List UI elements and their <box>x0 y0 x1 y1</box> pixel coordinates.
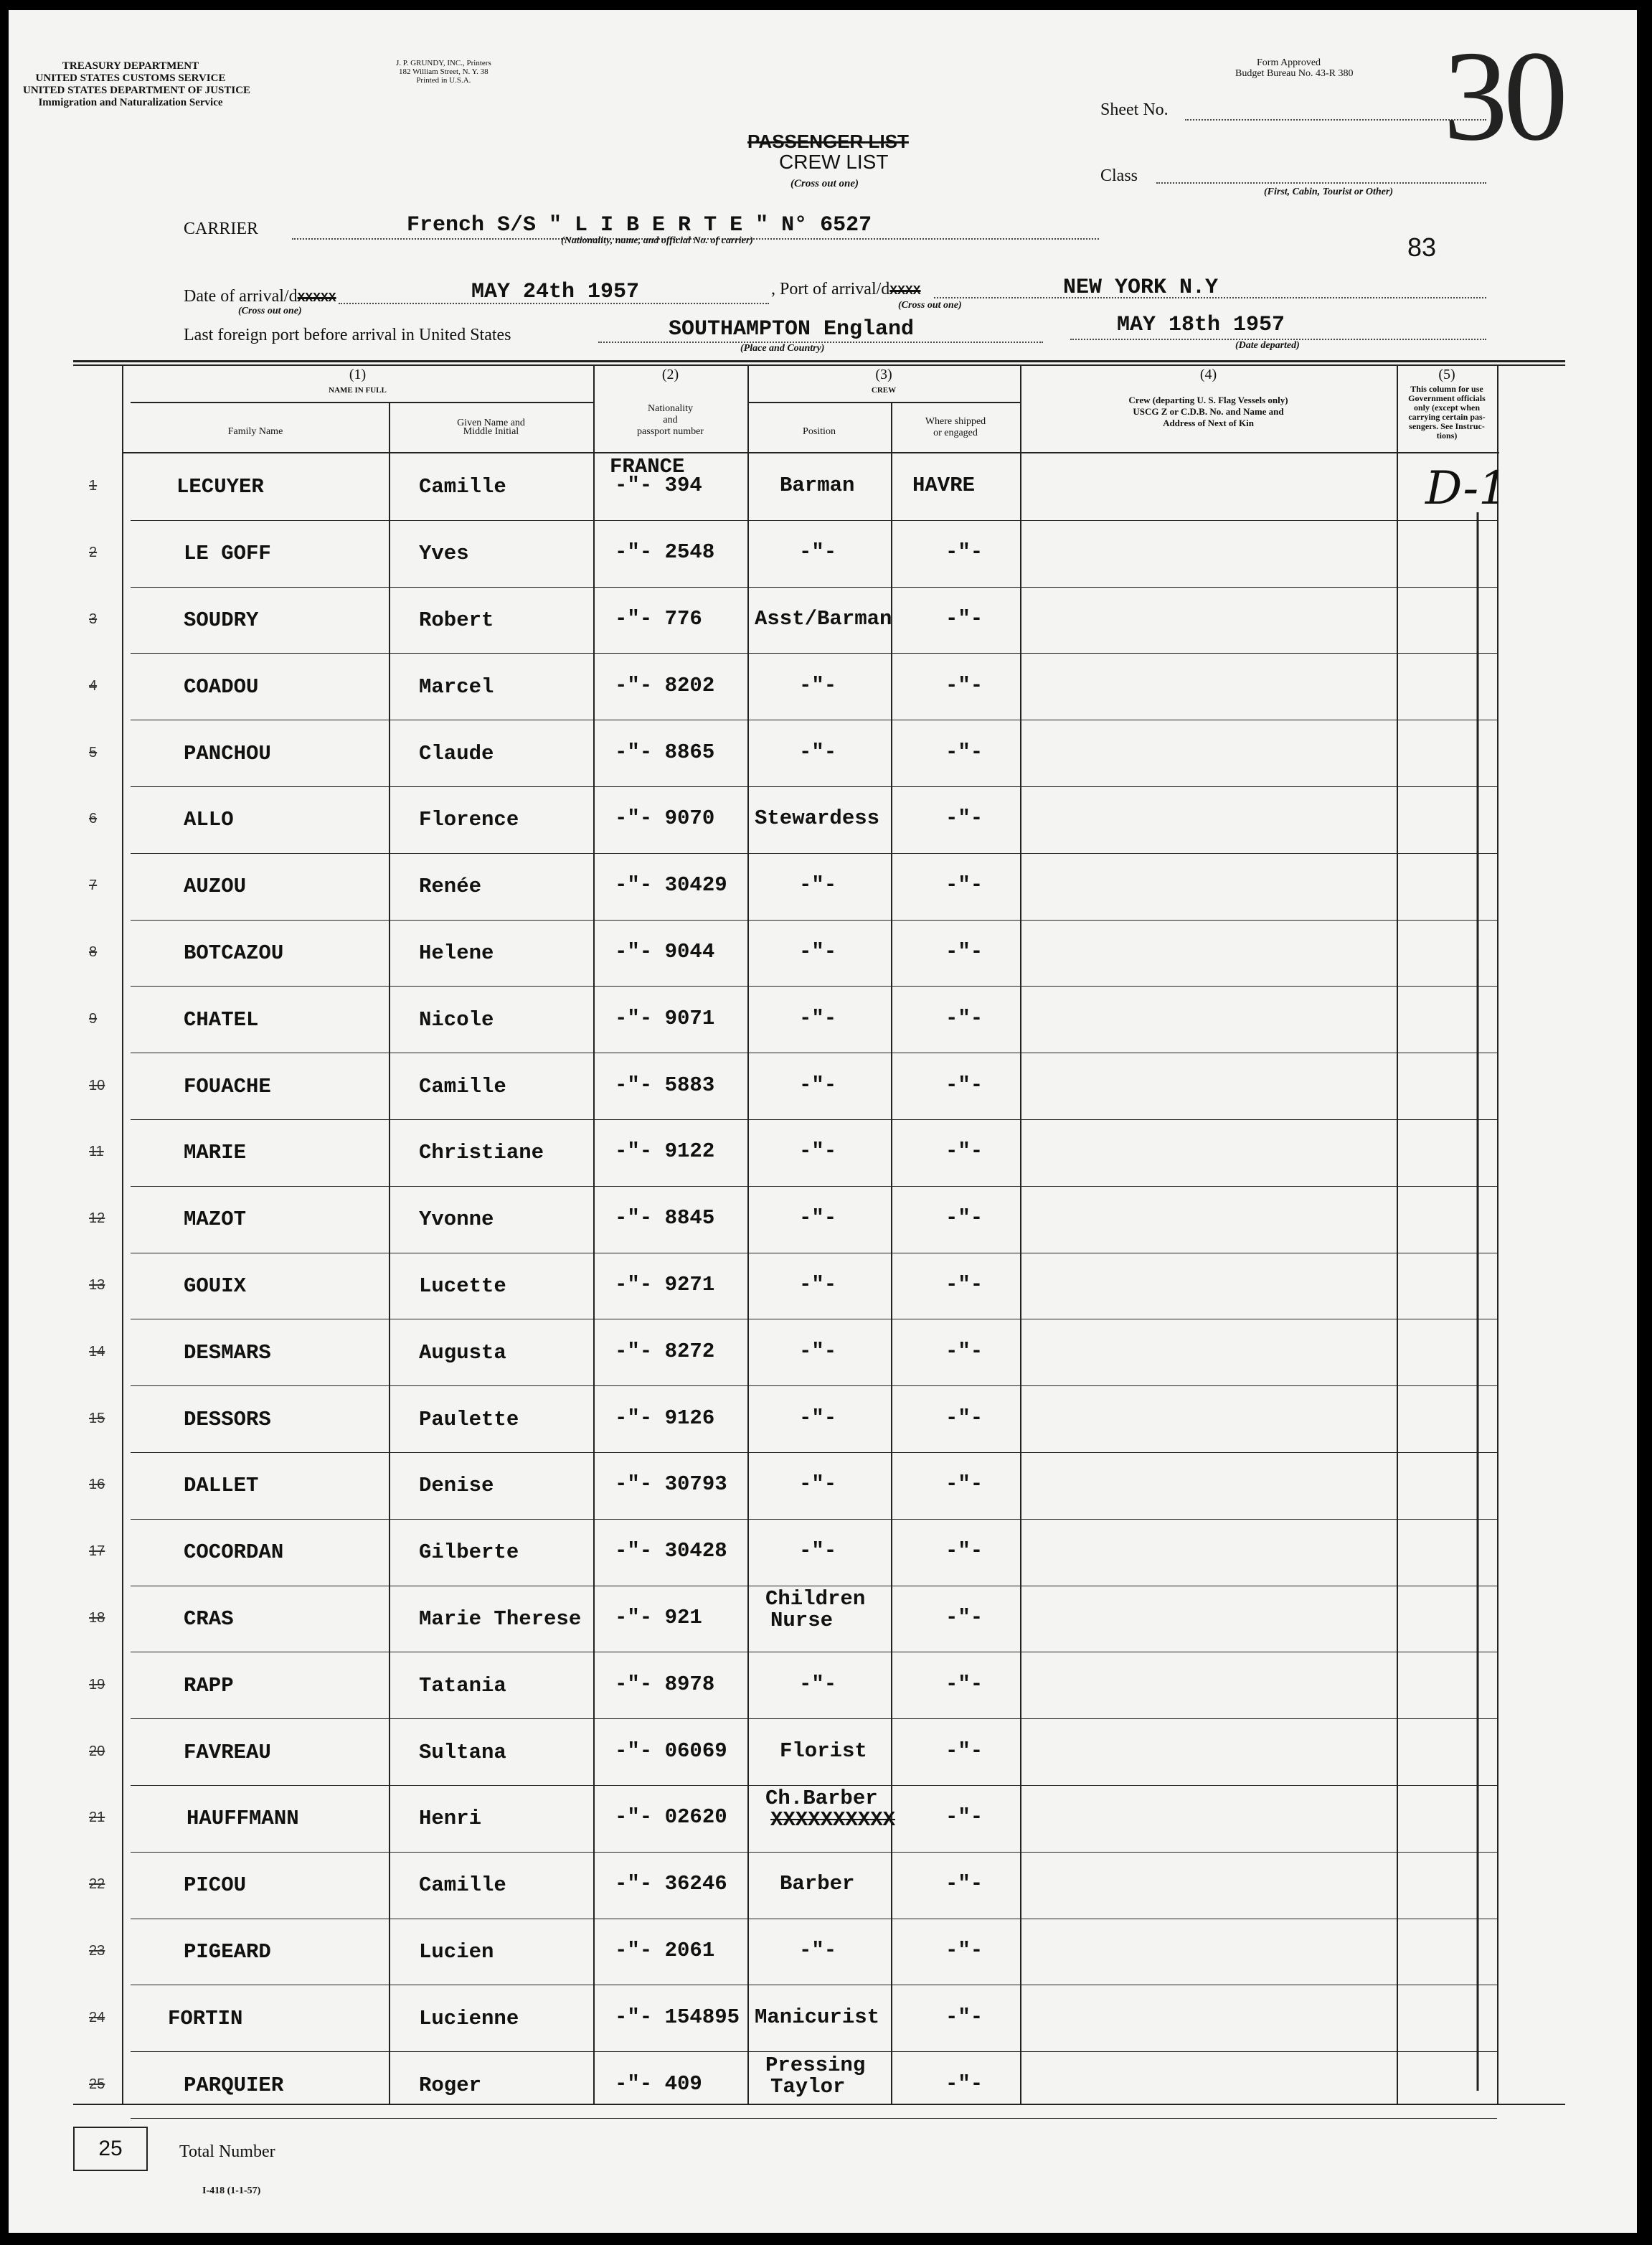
class-label: Class <box>1100 166 1138 185</box>
passport-number: -"- 8202 <box>615 673 715 697</box>
family-name: DESMARS <box>184 1340 271 1365</box>
passport-number: -"- 06069 <box>615 1738 727 1763</box>
row-divider <box>131 2118 1497 2119</box>
last-port-date-note: (Date departed) <box>1235 340 1300 351</box>
row-divider <box>131 1186 1497 1187</box>
col1-title: NAME IN FULL <box>329 386 387 395</box>
carrier-value: French S/S " L I B E R T E " N° 6527 <box>407 213 872 237</box>
where-shipped: -"- <box>945 1805 983 1830</box>
given-name: Camille <box>419 1873 506 1898</box>
agency-line: UNITED STATES CUSTOMS SERVICE <box>35 72 226 84</box>
family-name: PARQUIER <box>184 2073 284 2097</box>
passport-number: -"- 921 <box>615 1606 702 1629</box>
position: -"- <box>799 1406 837 1430</box>
where-shipped: -"- <box>945 1872 983 1896</box>
nationality: FRANCE <box>610 455 685 479</box>
where-shipped: -"- <box>945 607 983 631</box>
position: -"- <box>799 1073 837 1097</box>
position: Children <box>765 1587 866 1611</box>
where-shipped: -"- <box>945 1672 983 1696</box>
where-shipped: -"- <box>945 2071 983 2096</box>
family-name: MAZOT <box>184 1208 247 1232</box>
family-name: PICOU <box>184 1873 247 1898</box>
given-name: Nicole <box>419 1007 494 1032</box>
given-name: Denise <box>419 1474 494 1498</box>
position: Pressing <box>765 2053 866 2077</box>
date-of-arrival-value: MAY 24th 1957 <box>471 280 640 304</box>
family-name: DALLET <box>184 1474 259 1498</box>
given-name: Helene <box>419 941 494 965</box>
where-shipped: -"- <box>945 1273 983 1296</box>
row-number: 9 <box>89 1010 98 1027</box>
where-shipped: -"- <box>945 1139 983 1164</box>
position-line2: Taylor <box>770 2074 846 2099</box>
title-note: (Cross out one) <box>790 178 859 189</box>
row-number: 20 <box>89 1743 105 1759</box>
col3-number: (3) <box>875 367 892 382</box>
position-line2: XXXXXXXXXX <box>770 1808 896 1832</box>
given-name: Yves <box>419 542 469 566</box>
row-number: 12 <box>89 1210 105 1227</box>
given-name: Marie Therese <box>419 1607 582 1631</box>
family-name: FAVREAU <box>184 1740 271 1764</box>
class-note: (First, Cabin, Tourist or Other) <box>1264 187 1393 197</box>
row-number: 5 <box>89 744 98 761</box>
position: -"- <box>799 1206 837 1230</box>
family-name: DESSORS <box>184 1407 271 1431</box>
crew-list-sheet <box>9 10 1637 2233</box>
given-name: Tatania <box>419 1673 506 1698</box>
row-number: 2 <box>89 545 98 561</box>
sheet-label: Sheet No. <box>1100 100 1169 119</box>
where-shipped: -"- <box>945 940 983 964</box>
row-number: 23 <box>89 1943 105 1959</box>
port-note: (Cross out one) <box>898 300 962 311</box>
position: -"- <box>799 1539 837 1563</box>
agency-line: UNITED STATES DEPARTMENT OF JUSTICE <box>23 85 251 96</box>
position: -"- <box>799 1472 837 1497</box>
where-shipped: -"- <box>945 1006 983 1030</box>
row-number: 25 <box>89 2076 105 2092</box>
total-label: Total Number <box>179 2142 275 2161</box>
where-shipped: -"- <box>945 673 983 697</box>
row-number: 7 <box>89 877 98 894</box>
given-name: Lucienne <box>419 2006 519 2030</box>
col3-position-header: Position <box>803 426 836 437</box>
col1-family-header: Family Name <box>227 426 283 437</box>
total-box <box>73 2127 148 2171</box>
col2-number: (2) <box>661 367 679 382</box>
passport-number: -"- 8845 <box>615 1206 715 1230</box>
family-name: FOUACHE <box>184 1074 271 1098</box>
passport-number: -"- 394 <box>615 474 702 498</box>
position: -"- <box>799 1273 837 1296</box>
where-shipped: -"- <box>945 1539 983 1563</box>
family-name: LECUYER <box>176 475 264 499</box>
row-divider <box>131 1718 1497 1719</box>
last-port-label: Last foreign port before arrival in United States <box>184 326 511 344</box>
last-port-value: SOUTHAMPTON England <box>669 317 915 342</box>
port-of-arrival-label: , Port of arrival/dXXXX <box>771 280 921 298</box>
row-number: 13 <box>89 1277 105 1293</box>
total-value: 25 <box>98 2137 123 2160</box>
family-name: MARIE <box>184 1141 247 1165</box>
passport-number: -"- 9044 <box>615 940 715 964</box>
port-of-arrival-value: NEW YORK N.Y <box>1063 276 1219 300</box>
given-name: Roger <box>419 2073 482 2097</box>
position-line2: Nurse <box>770 1609 834 1632</box>
row-number: 16 <box>89 1477 105 1493</box>
given-name: Paulette <box>419 1407 519 1431</box>
row-divider <box>131 1385 1497 1386</box>
position: Barber <box>780 1872 855 1896</box>
given-name: Renée <box>419 875 482 899</box>
where-shipped: -"- <box>945 1339 983 1363</box>
printer-block <box>396 59 491 85</box>
position: Manicurist <box>755 2005 880 2029</box>
given-name: Camille <box>419 1074 506 1098</box>
where-shipped: -"- <box>945 740 983 764</box>
carrier-note: (Nationality, name, and official No. of carrier) <box>561 235 753 246</box>
row-divider <box>131 1119 1497 1120</box>
given-name: Gilberte <box>419 1540 519 1565</box>
form-approved-line: Budget Bureau No. 43-R 380 <box>1235 68 1354 79</box>
given-name: Augusta <box>419 1340 506 1365</box>
row-number: 6 <box>89 811 98 827</box>
passport-number: -"- 8272 <box>615 1339 715 1363</box>
passport-number: -"- 02620 <box>615 1805 727 1830</box>
passport-number: -"- 9122 <box>615 1139 715 1164</box>
where-shipped: -"- <box>945 1406 983 1430</box>
carrier-label: CARRIER <box>184 220 259 238</box>
position: -"- <box>799 740 837 764</box>
row-number: 15 <box>89 1410 105 1426</box>
position: -"- <box>799 1939 837 1962</box>
passport-number: -"- 154895 <box>615 2005 740 2029</box>
col1-given-header: Given Name and Middle Initial <box>457 418 525 437</box>
position: Asst/Barman <box>755 607 892 631</box>
given-name: Florence <box>419 808 519 832</box>
where-shipped: -"- <box>945 806 983 831</box>
where-shipped: -"- <box>945 1939 983 1962</box>
passport-number: -"- 9071 <box>615 1006 715 1030</box>
row-divider <box>131 1519 1497 1520</box>
where-shipped: -"- <box>945 540 983 565</box>
where-shipped: -"- <box>945 1738 983 1763</box>
position: -"- <box>799 1006 837 1030</box>
sheet-number: 30 <box>1443 24 1564 167</box>
printer-line: Printed in U.S.A. <box>416 76 471 85</box>
date-of-arrival-label: Date of arrival/dXXXXX <box>184 287 336 306</box>
passport-number: -"- 9271 <box>615 1273 715 1296</box>
last-port-note: (Place and Country) <box>740 343 825 354</box>
family-name: SOUDRY <box>184 608 259 632</box>
family-name: GOUIX <box>184 1274 247 1298</box>
family-name: AUZOU <box>184 875 247 899</box>
passport-number: -"- 2061 <box>615 1939 715 1962</box>
passport-number: -"- 5883 <box>615 1073 715 1097</box>
position: Ch.Barber <box>765 1787 878 1811</box>
row-number: 24 <box>89 2009 105 2025</box>
row-number: 8 <box>89 944 98 960</box>
col3-title: CREW <box>871 386 897 395</box>
passport-number: -"- 36246 <box>615 1872 727 1896</box>
col5-header: This column for use Government officials only (except when carrying certain pas- sengers. See Instruc- tions) <box>1408 384 1486 441</box>
family-name: COCORDAN <box>184 1540 284 1565</box>
where-shipped: -"- <box>945 1073 983 1097</box>
position: -"- <box>799 1339 837 1363</box>
where-shipped: -"- <box>945 2005 983 2029</box>
given-name: Camille <box>419 475 506 499</box>
row-divider <box>131 1852 1497 1853</box>
where-shipped: -"- <box>945 873 983 898</box>
form-approved <box>1235 57 1353 79</box>
side-number: 83 <box>1407 232 1437 262</box>
row-divider <box>131 853 1497 854</box>
row-divider <box>131 520 1497 521</box>
printer-line: J. P. GRUNDY, INC., Printers <box>396 59 491 67</box>
col3-where-header: Where shipped or engaged <box>925 416 986 438</box>
given-name: Robert <box>419 608 494 632</box>
col2-header: Nationality and passport number <box>637 403 704 437</box>
printer-line: 182 William Street, N. Y. 38 <box>399 67 488 76</box>
given-name: Marcel <box>419 674 494 699</box>
position: -"- <box>799 1672 837 1696</box>
agency-line: Immigration and Naturalization Service <box>38 97 223 108</box>
family-name: HAUFFMANN <box>187 1807 299 1831</box>
col5-number: (5) <box>1438 367 1455 382</box>
row-number: 4 <box>89 677 98 694</box>
row-number: 14 <box>89 1343 105 1360</box>
title-main: CREW LIST <box>779 151 889 173</box>
form-approved-line: Form Approved <box>1257 57 1321 68</box>
family-name: PANCHOU <box>184 741 271 766</box>
row-divider <box>131 1785 1497 1786</box>
given-name: Claude <box>419 741 494 766</box>
family-name: ALLO <box>184 808 234 832</box>
row-number: 17 <box>89 1543 105 1560</box>
passport-number: -"- 9126 <box>615 1406 715 1430</box>
position: Barman <box>780 474 855 498</box>
where-shipped: -"- <box>945 1606 983 1629</box>
where-shipped: -"- <box>945 1206 983 1230</box>
row-number: 21 <box>89 1809 105 1826</box>
row-divider <box>131 920 1497 921</box>
row-number: 19 <box>89 1676 105 1693</box>
agency-line: TREASURY DEPARTMENT <box>62 60 199 72</box>
family-name: BOTCAZOU <box>184 941 284 965</box>
row-divider <box>131 1452 1497 1453</box>
family-name: CRAS <box>184 1607 234 1631</box>
row-divider <box>131 587 1497 588</box>
family-name: CHATEL <box>184 1007 259 1032</box>
passport-number: -"- 2548 <box>615 540 715 565</box>
agency-block <box>23 60 251 109</box>
passport-number: -"- 8978 <box>615 1672 715 1696</box>
position: Florist <box>780 1738 867 1763</box>
row-divider <box>131 653 1497 654</box>
official-mark: D-1 <box>1425 462 1508 515</box>
family-name: COADOU <box>184 674 259 699</box>
passport-number: -"- 776 <box>615 607 702 631</box>
official-bracket-line <box>1472 512 1501 2105</box>
row-divider <box>131 786 1497 787</box>
given-name: Lucette <box>419 1274 506 1298</box>
passport-number: -"- 30428 <box>615 1539 727 1563</box>
col1-number: (1) <box>349 367 367 382</box>
row-divider <box>131 2051 1497 2052</box>
position: -"- <box>799 1139 837 1164</box>
row-number: 1 <box>89 478 98 494</box>
family-name: FORTIN <box>168 2006 243 2030</box>
position: -"- <box>799 940 837 964</box>
row-number: 11 <box>89 1144 104 1160</box>
where-shipped: HAVRE <box>912 474 976 498</box>
passport-number: -"- 8865 <box>615 740 715 764</box>
given-name: Sultana <box>419 1740 506 1764</box>
col4-number: (4) <box>1199 367 1217 382</box>
row-number: 3 <box>89 611 98 627</box>
position: -"- <box>799 540 837 565</box>
given-name: Henri <box>419 1807 482 1831</box>
passport-number: -"- 30793 <box>615 1472 727 1497</box>
family-name: PIGEARD <box>184 1940 271 1964</box>
row-divider <box>131 986 1497 987</box>
passport-number: -"- 9070 <box>615 806 715 831</box>
passport-number: -"- 409 <box>615 2071 702 2096</box>
row-number: 22 <box>89 1876 105 1893</box>
position: Stewardess <box>755 806 880 831</box>
given-name: Christiane <box>419 1141 544 1165</box>
title-struck: PASSENGER LIST <box>747 131 909 152</box>
date-note: (Cross out one) <box>238 306 302 316</box>
form-number: I-418 (1-1-57) <box>202 2185 261 2196</box>
given-name: Lucien <box>419 1940 494 1964</box>
position: -"- <box>799 673 837 697</box>
passport-number: -"- 30429 <box>615 873 727 898</box>
row-number: 10 <box>89 1077 105 1093</box>
family-name: LE GOFF <box>184 542 271 566</box>
where-shipped: -"- <box>945 1472 983 1497</box>
col4-header: Crew (departing U. S. Flag Vessels only) USCG Z or C.D.B. No. and Name and Address of Next of Kin <box>1128 395 1288 428</box>
given-name: Yvonne <box>419 1208 494 1232</box>
row-number: 18 <box>89 1610 105 1626</box>
family-name: RAPP <box>184 1673 234 1698</box>
last-port-date: MAY 18th 1957 <box>1117 313 1285 337</box>
position: -"- <box>799 873 837 898</box>
